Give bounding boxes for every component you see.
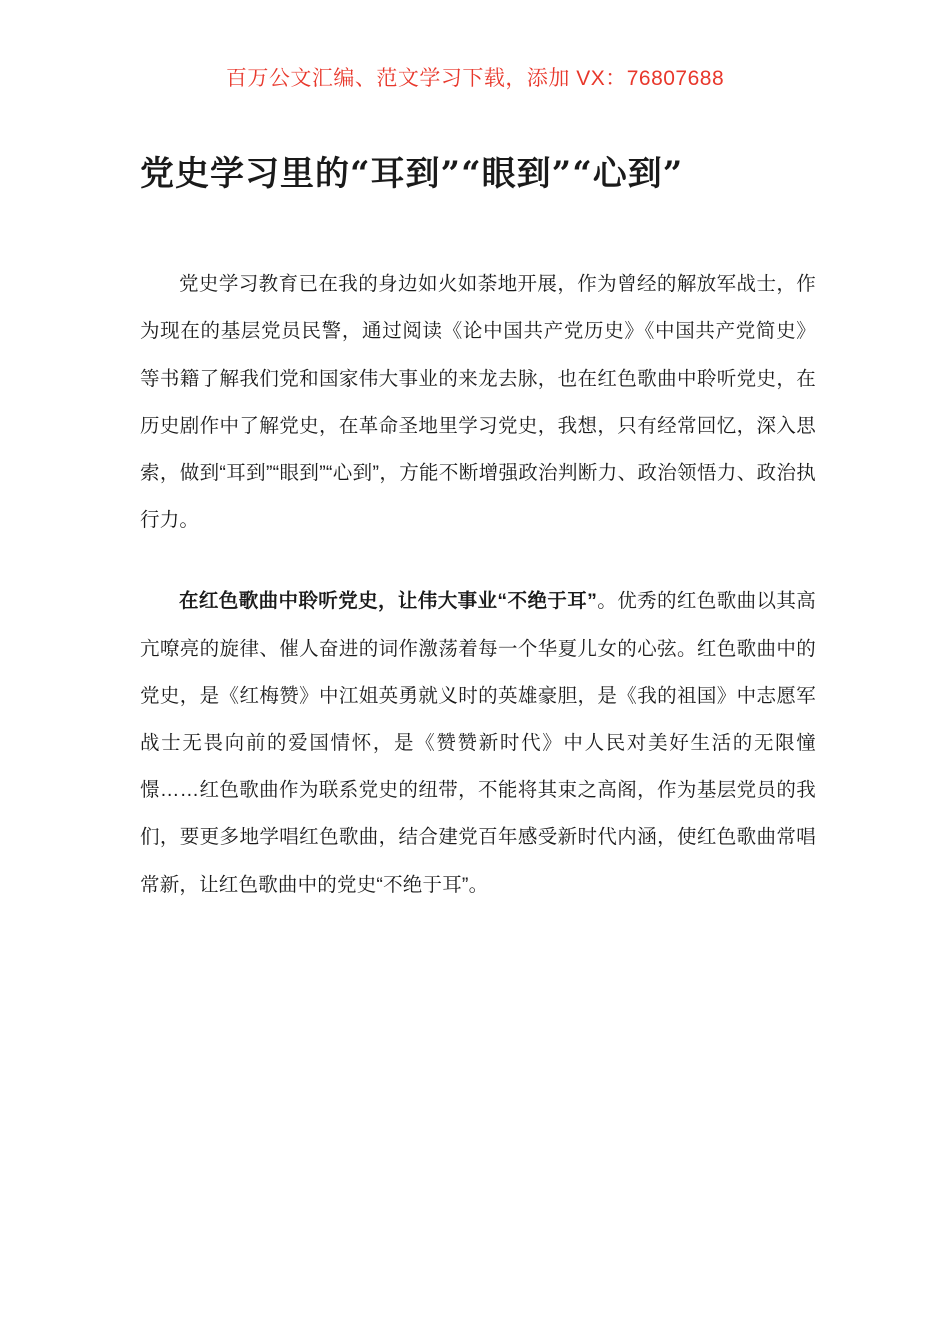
- paragraph-2: [140, 578, 816, 908]
- paragraph-2-lead: 在红色歌曲中聆听党史，让伟大事业“不绝于耳”: [179, 590, 598, 613]
- watermark-text: 百万公文汇编、范文学习下载，添加 VX：76807688: [225, 67, 725, 90]
- paragraph-1: 党史学习教育已在我的身边如火如荼地开展，作为曾经的解放军战士，作为现在的基层党员民警，通过阅读《论中国共产党历史》《中国共产党简史》等书籍了解我们党和国家伟大事业的来龙去脉，也在红色歌曲中聆听党史，在历史剧作中了解党史，在革命圣地里学习党史，我想，只有经常回忆，深入思索，做到“耳到”“眼到”“心到”，方能不断增强政治判断力、政治领悟力、政治执行力。: [140, 273, 816, 532]
- document-body: [140, 150, 816, 909]
- page-title: 党史学习里的“耳到”“眼到”“心到”: [140, 154, 684, 194]
- paragraph-2-text: 。优秀的红色歌曲以其高亢嘹亮的旋律、催人奋进的词作激荡着每一个华夏儿女的心弦。红色歌曲中的党史，是《红梅赞》中江姐英勇就义时的英雄豪胆，是《我的祖国》中志愿军战士无畏向前的爱国情怀，是《赞赞新时代》中人民对美好生活的无限憧憬……红色歌曲作为联系党史的纽带，不能将其束之高阁，作为基层党员的我们，要更多地学唱红色歌曲，结合建党百年感受新时代内涵，使红色歌曲常唱常新，让红色歌曲中的党史“不绝于耳”。: [140, 590, 817, 896]
